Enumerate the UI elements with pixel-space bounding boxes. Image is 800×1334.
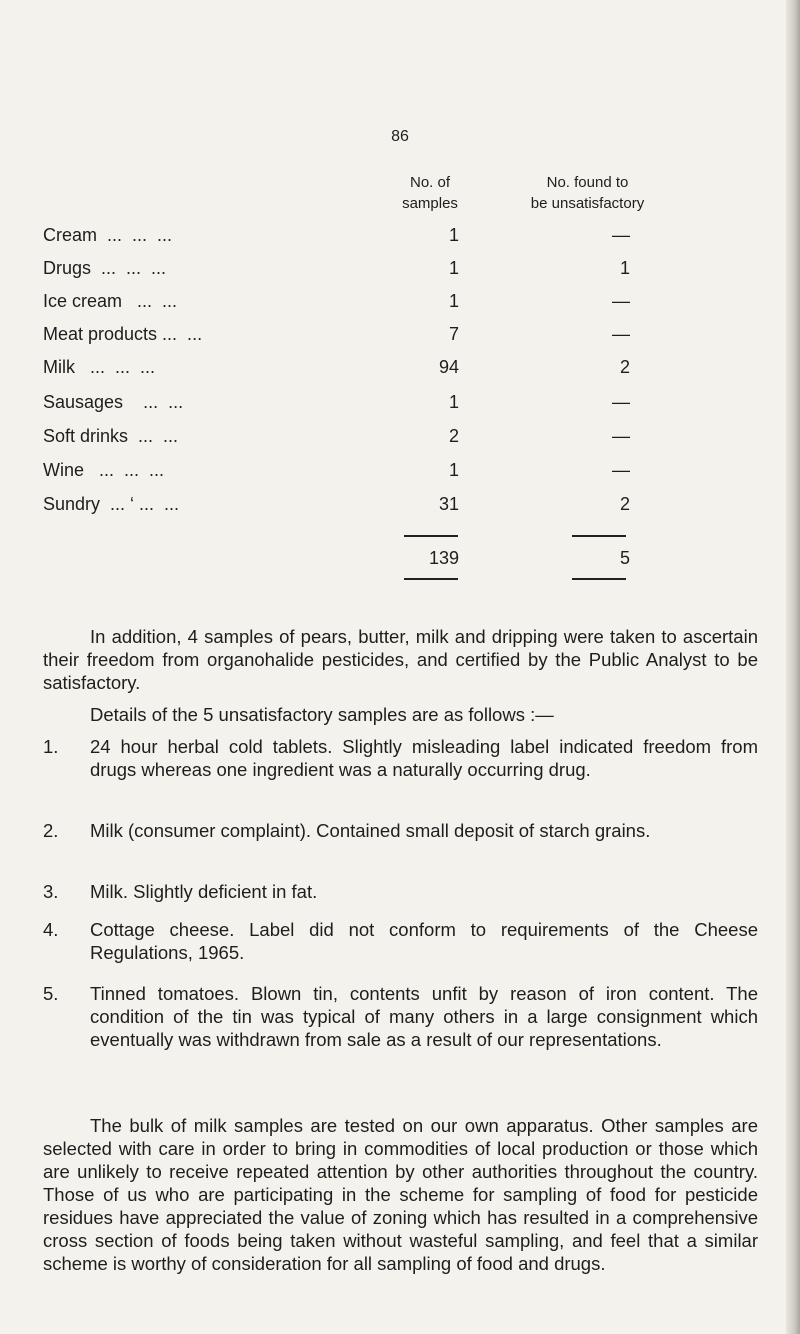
column-header-line: No. of [409, 174, 451, 191]
detail-text: Milk (consumer complaint). Contained small deposit of starch grains. [90, 820, 651, 841]
row-unsatisfactory: — [612, 392, 630, 412]
row-unsatisfactory: — [612, 460, 630, 480]
table-row [0, 426, 800, 456]
table-row [0, 460, 800, 490]
row-samples: 1 [448, 225, 459, 245]
row-label: Soft drinks ... ... [43, 426, 179, 446]
detail-text: Milk. Slightly deficient in fat. [90, 881, 318, 902]
page-number: 86 [391, 128, 409, 145]
row-unsatisfactory: — [612, 324, 630, 344]
column-header-line: be unsatisfactory [530, 195, 645, 212]
row-samples: 1 [448, 392, 459, 412]
table-row [0, 225, 800, 255]
table-row [0, 494, 800, 524]
row-unsatisfactory: — [612, 291, 630, 311]
row-unsatisfactory: — [612, 426, 630, 446]
closing-paragraph: The bulk of milk samples are tested on our own apparatus. Other samples are selected with care in order to bring in commodities of local production or those which are unlikely to receive repeated attention by other authorities throughout the country. Those of us who are participating in the scheme for sampling of food for pesticide residues have appreciated the value of zoning which has resulted in a comprehensive cross section of foods being taken without wasteful sampling, and feel that a similar scheme is worthy of consideration for all sampling of food and drugs. [43, 1115, 758, 1274]
row-samples: 94 [438, 357, 459, 377]
table-row [0, 291, 800, 321]
detail-text: Cottage cheese. Label did not conform to requirements of the Cheese Regulations, 1965. [90, 919, 758, 963]
row-samples: 7 [448, 324, 459, 344]
row-samples: 2 [448, 426, 459, 446]
row-label: Sundry ... ‘ ... ... [43, 494, 180, 514]
total-rule-bottom [404, 578, 458, 580]
table-row [0, 324, 800, 354]
total-unsatisfactory: 5 [619, 548, 630, 568]
page-edge-shadow [786, 0, 800, 1334]
row-label: Meat products ... ... [43, 324, 203, 344]
column-header-line: No. found to [546, 174, 629, 191]
row-unsatisfactory: — [612, 225, 630, 245]
detail-number: 2. [43, 820, 59, 841]
row-label: Cream ... ... ... [43, 225, 173, 245]
row-unsatisfactory: 2 [619, 357, 630, 377]
details-intro: Details of the 5 unsatisfactory samples are as follows :— [90, 704, 554, 725]
row-samples: 1 [448, 258, 459, 278]
total-samples: 139 [428, 548, 459, 568]
row-samples: 31 [438, 494, 459, 514]
row-samples: 1 [448, 291, 459, 311]
total-rule-bottom [572, 578, 626, 580]
detail-number: 4. [43, 919, 59, 940]
row-label: Drugs ... ... ... [43, 258, 167, 278]
row-label: Sausages ... ... [43, 392, 184, 412]
column-header-samples [385, 172, 475, 214]
row-unsatisfactory: 1 [619, 258, 630, 278]
table-row [0, 357, 800, 387]
column-header-line: samples [402, 195, 458, 212]
detail-number: 5. [43, 983, 59, 1004]
total-rule-top [404, 535, 458, 537]
table-row [0, 392, 800, 422]
row-label: Wine ... ... ... [43, 460, 165, 480]
row-samples: 1 [448, 460, 459, 480]
table-row [0, 258, 800, 288]
row-label: Milk ... ... ... [43, 357, 156, 377]
row-unsatisfactory: 2 [619, 494, 630, 514]
column-header-unsatisfactory [505, 172, 670, 214]
row-label: Ice cream ... ... [43, 291, 178, 311]
detail-number: 1. [43, 736, 59, 757]
addition-paragraph: In addition, 4 samples of pears, butter, milk and dripping were taken to ascertain their freedom from organohalide pesticides, and certified by the Public Analyst to be satisfactory. [43, 626, 758, 693]
total-rule-top [572, 535, 626, 537]
detail-text: Tinned tomatoes. Blown tin, contents unfit by reason of iron content. The condition of the tin was typical of many others in a large consignment which eventually was withdrawn from sale as a result of our representations. [90, 983, 758, 1050]
detail-number: 3. [43, 881, 59, 902]
detail-text: 24 hour herbal cold tablets. Slightly misleading label indicated freedom from drugs whereas one ingredient was a naturally occurring drug. [90, 736, 758, 780]
